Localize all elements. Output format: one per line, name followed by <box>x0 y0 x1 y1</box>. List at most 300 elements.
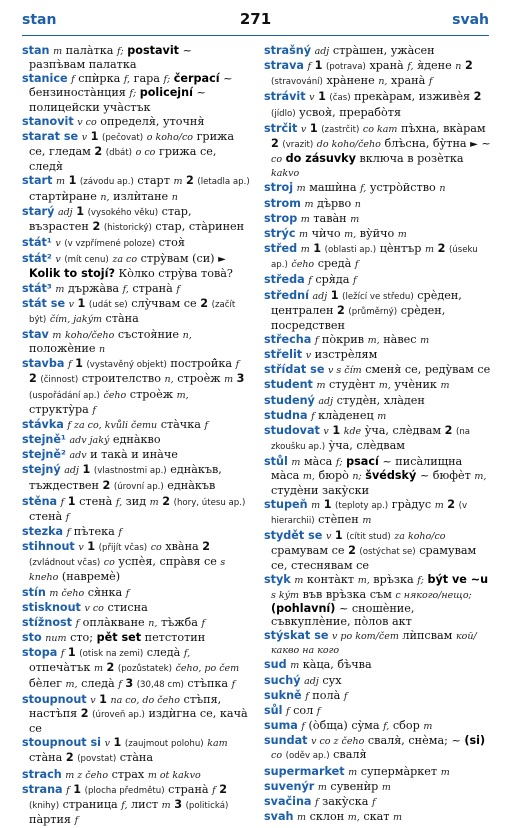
translation: строѐж <box>129 387 174 401</box>
headword: stanice <box>22 72 68 86</box>
sense-number: 3 <box>125 676 134 690</box>
usage-note: (historický) <box>103 222 152 233</box>
sense-number: 1 <box>77 296 86 310</box>
grammar-label: adj <box>318 395 334 407</box>
dictionary-entry <box>264 197 492 211</box>
dictionary-entry <box>22 205 250 235</box>
translation: старт <box>137 174 170 188</box>
headword: svačina <box>264 794 312 808</box>
translation: стартѝране <box>29 189 97 203</box>
grammar-label: f; <box>163 74 171 86</box>
usage-note: (ostýchat se) <box>359 547 416 558</box>
usage-note: (pečovat) <box>101 132 144 143</box>
grammar-label: f <box>201 617 206 629</box>
grammar-label: n, <box>100 191 110 203</box>
grammar-label: f <box>305 690 309 702</box>
dictionary-entry <box>22 736 250 766</box>
grammar-label: m ot kakvo <box>147 769 201 781</box>
headword: stopa <box>22 646 58 660</box>
grammar-label: m <box>296 183 306 195</box>
grammar-label: m <box>350 213 360 225</box>
grammar-label: m, <box>302 471 315 483</box>
phrase: švédský <box>365 469 417 483</box>
translation: у̀ча, слѐдвам <box>328 439 405 453</box>
translation: храна̀ <box>391 74 426 88</box>
headword: sukně <box>264 688 302 702</box>
grammar-label: f <box>60 496 65 508</box>
translation: ста̀чка <box>160 417 201 431</box>
sense-number: 2 <box>29 372 37 386</box>
translation: построй̀ка <box>170 357 233 371</box>
grammar-label: v <box>78 542 84 554</box>
translation: успѐя, спра̀вя се <box>118 555 217 569</box>
dictionary-entry <box>22 768 250 782</box>
grammar-label: f; <box>417 575 424 587</box>
grammar-label: f <box>307 61 312 73</box>
grammar-label: m, <box>378 380 391 392</box>
phrase: do zásuvky <box>285 152 356 166</box>
dictionary-entry <box>22 616 250 630</box>
dictionary-entry <box>22 495 250 524</box>
sense-number: 1 <box>99 692 107 706</box>
grammar-label: f, <box>360 183 367 195</box>
translation: студѐнт <box>329 378 376 392</box>
headword: studna <box>264 408 308 422</box>
headword: střelit <box>264 348 303 362</box>
dictionary-entry <box>22 236 250 251</box>
translation: пъ̀хна, вка̀рам <box>400 121 486 135</box>
translation: сря̀да <box>315 273 350 287</box>
grammar-label: f <box>212 784 216 796</box>
translation: сменя̀ се, реду̀вам се <box>365 363 491 377</box>
dictionary-entry <box>22 130 250 173</box>
grammar-label: f, <box>383 721 390 733</box>
translation: устро̀йство <box>369 181 436 195</box>
translation: хва̀на <box>165 540 199 554</box>
translation: следа̀ <box>81 676 115 690</box>
headword: stávka <box>22 417 64 431</box>
translation: стъ̀пя, настъ̀пя <box>29 692 222 720</box>
dictionary-entry <box>22 328 250 356</box>
headword: strop <box>264 211 298 225</box>
valency: do koho/čeho <box>316 138 381 150</box>
grammar-label: m <box>149 496 159 508</box>
grammar-label: m <box>425 244 435 256</box>
grammar-label: f <box>71 74 75 86</box>
translation: опла̀кване <box>82 615 145 629</box>
grammar-label: m <box>317 781 327 793</box>
usage-note: (povstat) <box>77 754 117 765</box>
dictionary-entry <box>264 498 492 528</box>
valency: с някого/нещо; <box>395 589 472 601</box>
translation: излѝтане <box>113 189 169 203</box>
sense-number: 2 <box>444 423 453 437</box>
grammar-label: v <box>55 238 61 250</box>
grammar-label: m <box>173 176 183 188</box>
usage-note: (na zkoušku ap.) <box>271 426 471 453</box>
grammar-label: f <box>67 359 72 371</box>
translation: ста̀на <box>29 751 63 765</box>
grammar-label: adv jaký <box>69 435 110 447</box>
grammar-label: adj <box>57 206 73 218</box>
headword: sundat <box>264 734 308 748</box>
sense-number: 1 <box>323 497 332 511</box>
sense-number: 1 <box>318 90 326 104</box>
grammar-label: m <box>53 46 63 57</box>
translation: положѐние <box>29 342 96 356</box>
grammar-label: m <box>440 380 450 392</box>
headword: suma <box>264 719 298 733</box>
headword: stoupnout si <box>22 736 102 750</box>
sense-number: 1 <box>73 782 82 796</box>
translation: спѝрка <box>78 72 121 86</box>
usage-note: (oděv ap.) <box>285 751 330 762</box>
translation: ~ полицейски уча̀стък <box>29 86 206 114</box>
dictionary-entry <box>22 646 250 691</box>
translation: сол <box>293 703 314 717</box>
translation: гара <box>133 72 160 86</box>
grammar-label: m <box>311 499 321 511</box>
grammar-label: m <box>291 457 301 469</box>
dictionary-entry <box>264 780 492 794</box>
usage-note: (úseku ap.) <box>271 245 478 271</box>
sense-number: 1 <box>68 174 77 188</box>
grammar-label: f <box>65 511 70 523</box>
grammar-label: m <box>297 811 307 823</box>
translation: изстрѐлям <box>314 348 378 362</box>
grammar-label: n, <box>164 374 174 386</box>
headword: stát se <box>22 296 66 310</box>
grammar-label: m <box>362 514 372 526</box>
translation: ста̀на <box>119 751 154 765</box>
translation: състоя̀ние <box>117 327 180 341</box>
usage-note: (čas) <box>329 93 351 104</box>
sense-number: 2 <box>102 478 111 492</box>
translation: ка̀ца, бъ̀чва <box>302 658 372 672</box>
translation: по̀крив <box>321 332 365 346</box>
dictionary-entry <box>264 810 492 824</box>
grammar-label: v <box>300 123 307 135</box>
usage-note: (zastrčit) <box>321 124 360 135</box>
translation: студѐн, хла̀ден <box>336 393 425 407</box>
headword: stavba <box>22 357 65 371</box>
dictionary-entry <box>264 289 492 332</box>
translation: ~ <box>481 136 491 150</box>
usage-note: (úrovní ap.) <box>113 481 164 492</box>
grammar-label: v <box>55 254 61 266</box>
usage-note: (přijít včas) <box>98 543 148 554</box>
grammar-label: num <box>45 633 67 645</box>
headword: stihnout <box>22 540 75 554</box>
headword: stížnost <box>22 615 73 629</box>
grammar-label: m <box>381 781 391 793</box>
grammar-label: n, <box>148 617 158 629</box>
headword: strana <box>22 782 63 796</box>
headword: strčit <box>264 121 298 135</box>
usage-note: (mít cenu) <box>64 255 109 266</box>
grammar-label: n <box>171 191 178 203</box>
grammar-label: f <box>125 587 130 599</box>
grammar-label: f, <box>115 496 123 508</box>
usage-note: (v vzpřímené poloze) <box>64 239 156 250</box>
sense-number: 2 <box>80 706 89 720</box>
translation: страна̀ <box>168 782 209 796</box>
dictionary-entry <box>22 72 250 113</box>
valency: co <box>103 557 115 569</box>
dictionary-entry <box>22 418 250 432</box>
usage-note: (začít být) <box>29 299 236 325</box>
usage-note: (průměrný) <box>348 306 398 317</box>
usage-note: (uspořádání ap.) <box>29 390 100 401</box>
grammar-label: n <box>439 183 446 195</box>
headword: student <box>264 378 313 392</box>
usage-note: (teploty ap.) <box>335 500 389 511</box>
grammar-label: f <box>314 334 319 346</box>
dictionary-entry <box>264 573 492 628</box>
phrase: Kolik to stojí? <box>29 267 115 281</box>
grammar-label: f; <box>335 457 343 469</box>
phrase: pět set <box>96 631 142 645</box>
translation: ~ <box>451 734 461 748</box>
grammar-label: f <box>286 705 290 717</box>
translation: стру̀вам (си) <box>140 252 215 266</box>
headword: stát¹ <box>22 236 52 250</box>
valency: co kam <box>362 123 398 135</box>
dictionary-entry <box>264 273 492 287</box>
headword: sůl <box>264 703 283 717</box>
translation: определя̀, уточня̀ <box>100 114 205 128</box>
valency: o co <box>135 147 156 159</box>
translation: сваля̀ <box>333 748 367 762</box>
grammar-label: m <box>440 766 450 778</box>
dictionary-entry <box>264 704 492 718</box>
grammar-label: v <box>68 298 74 310</box>
sense-number: 1 <box>314 59 323 73</box>
valency: za co <box>112 254 138 266</box>
header-rule <box>22 35 489 36</box>
headword: stoupnout <box>22 692 87 706</box>
headword: střední <box>264 288 309 302</box>
headword: stanovit <box>22 114 74 128</box>
translation: ма̀са <box>303 455 333 469</box>
valency: s kým <box>271 589 300 601</box>
valency: кой/какво на кого <box>271 631 477 657</box>
phrase: postavit <box>127 44 180 57</box>
dictionary-entry <box>264 424 492 454</box>
grammar-label: m z čeho <box>65 769 109 781</box>
translation: и така̀ и ина̀че <box>90 448 178 462</box>
translation: студѐни заку̀ски <box>271 483 370 497</box>
dictionary-entry <box>264 363 492 377</box>
dictionary-entry <box>22 525 250 539</box>
grammar-label: m <box>393 811 403 823</box>
headword: supermarket <box>264 764 345 778</box>
headword: sto <box>22 631 42 645</box>
translation: грижа се, гледам <box>29 129 235 159</box>
dictionary-entry <box>22 631 250 645</box>
dictionary-entry <box>264 629 492 657</box>
grammar-label: m <box>304 198 314 210</box>
translation: срѐден, централен <box>271 288 462 317</box>
usage-note: (dbát) <box>105 148 133 159</box>
grammar-label: v <box>309 92 315 104</box>
grammar-label: m <box>420 334 430 346</box>
valency: čím, jakým <box>49 313 102 325</box>
grammar-label: v co <box>84 602 104 614</box>
translation: конта̀кт <box>306 573 355 587</box>
usage-note: (udát se) <box>88 299 128 310</box>
grammar-label: f <box>352 275 357 287</box>
grammar-label: n <box>354 198 361 210</box>
headword: stát² <box>22 252 52 266</box>
grammar-label: f <box>315 796 319 808</box>
headword: stan <box>22 44 50 57</box>
translation: ~ сношѐние, съвкуплѐние, по̀лов акт <box>271 601 415 628</box>
headword: stejný <box>22 463 61 477</box>
grammar-label: f <box>118 527 122 538</box>
grammar-label: f <box>308 275 312 287</box>
usage-note: (vystavěný objekt) <box>86 360 167 371</box>
dictionary-entry <box>264 90 492 120</box>
translation: сувенѝр <box>330 779 379 793</box>
grammar-label: adj <box>64 465 79 477</box>
valency: čeho, po čem <box>175 663 240 675</box>
translation: стоя̀ <box>158 236 185 250</box>
dictionary-entry <box>264 455 492 496</box>
sense-number: 2 <box>106 661 115 675</box>
grammar-label: f, <box>121 799 128 811</box>
headword: stůl <box>264 455 288 469</box>
dictionary-entry <box>264 529 492 572</box>
phrase-arrow: ► <box>470 138 478 150</box>
translation: я̀дене <box>417 59 452 73</box>
grammar-label: m, <box>65 678 78 690</box>
dictionary-entry <box>22 693 250 735</box>
sense-number: 2 <box>65 751 74 765</box>
translation: гра̀дус <box>391 497 432 511</box>
headword: strava <box>264 59 304 73</box>
headword: starat se <box>22 129 79 143</box>
grammar-label: f <box>60 648 65 660</box>
translation: чѝчо <box>311 226 341 240</box>
translation: храна̀ <box>369 59 404 73</box>
grammar-label: m, <box>176 389 189 401</box>
grammar-label: f; <box>129 88 137 100</box>
headword: strom <box>264 196 301 210</box>
grammar-label: f <box>343 690 348 702</box>
dictionary-entry <box>264 658 492 672</box>
sense-number: 2 <box>186 174 194 188</box>
translation: пола̀ <box>312 688 341 702</box>
translation: ста̀на <box>105 311 139 325</box>
dictionary-entry <box>264 689 492 703</box>
sense-number: 2 <box>162 494 171 508</box>
grammar-label: f, <box>407 61 414 73</box>
page-number: 271 <box>239 10 272 28</box>
dictionary-entry <box>264 765 492 779</box>
right-column <box>264 44 492 825</box>
translation: включа в розѐтка <box>359 152 464 166</box>
usage-note: (oblasti ap.) <box>324 245 377 256</box>
grammar-label: m <box>55 176 65 188</box>
dictionary-entry <box>22 252 250 280</box>
translation: една̀кво <box>112 433 161 447</box>
sense-number: 1 <box>332 423 341 437</box>
headword: strýc <box>264 226 296 240</box>
dictionary-entry <box>264 409 492 423</box>
sense-number: 1 <box>90 129 99 143</box>
grammar-label: f <box>92 404 96 416</box>
translation: бюро̀ <box>318 469 349 483</box>
usage-note: (v hierarchii) <box>271 500 468 526</box>
translation: сух <box>322 673 342 687</box>
headword: stejně¹ <box>22 433 66 447</box>
grammar-label: v <box>90 694 96 706</box>
sense-number: 1 <box>76 204 84 218</box>
dictionary-entry <box>264 795 492 809</box>
grammar-label: m <box>161 799 171 811</box>
grammar-label: f, <box>123 74 131 86</box>
translation: прека̀рам, изживѐя <box>354 90 471 104</box>
translation: лѝпсвам <box>402 629 453 643</box>
headword: stát³ <box>22 281 52 295</box>
page-header <box>22 8 489 36</box>
headword: strašný <box>264 44 311 57</box>
translation: учѐник <box>394 378 437 392</box>
translation: във връ̀зка съм <box>302 587 392 601</box>
translation: страница <box>62 797 118 811</box>
grammar-label: f; <box>117 46 124 57</box>
usage-note: (činnost) <box>40 375 79 386</box>
dictionary-entry <box>22 174 250 203</box>
headword: stroj <box>264 181 294 195</box>
dictionary-entry <box>22 433 250 447</box>
grammar-label: f <box>428 76 433 88</box>
usage-note: (otisk na zemi) <box>79 649 144 660</box>
translation: у̀ча, слѐдвам <box>364 423 442 437</box>
sense-number: 2 <box>447 497 456 511</box>
dictionary-entry <box>264 333 492 347</box>
usage-note: (30,48 cm) <box>136 679 184 690</box>
dictionary-entry <box>264 719 492 733</box>
grammar-label: f <box>354 259 359 271</box>
headword: stav <box>22 327 49 341</box>
headword: stezka <box>22 525 64 538</box>
translation: петстотин <box>144 631 206 645</box>
grammar-label: m <box>55 283 65 295</box>
dictionary-entry <box>264 242 492 272</box>
sense-number: 3 <box>174 797 182 811</box>
phrase-arrow: ► <box>218 254 226 266</box>
headword: středa <box>264 273 305 287</box>
usage-note: (vrazit) <box>282 139 314 150</box>
headword: studený <box>264 393 315 407</box>
translation: срѐден, посредствен <box>271 303 446 332</box>
dictionary-entry <box>264 181 492 195</box>
translation: Ко̀лко стру̀ва това̀? <box>118 267 233 281</box>
sense-number: 1 <box>330 288 339 302</box>
translation: усвоя̀, прерабо̀тя <box>299 105 401 119</box>
grammar-label: f <box>118 678 122 690</box>
phrase: policejní <box>139 86 193 100</box>
translation: цѐнтър <box>379 242 422 256</box>
dictionary-entry <box>264 44 492 58</box>
headword: střed <box>264 242 298 256</box>
grammar-label: m <box>224 374 234 386</box>
headword: svah <box>264 809 294 823</box>
translation: отпеча̀тък <box>29 661 91 675</box>
valency: co <box>271 154 283 166</box>
